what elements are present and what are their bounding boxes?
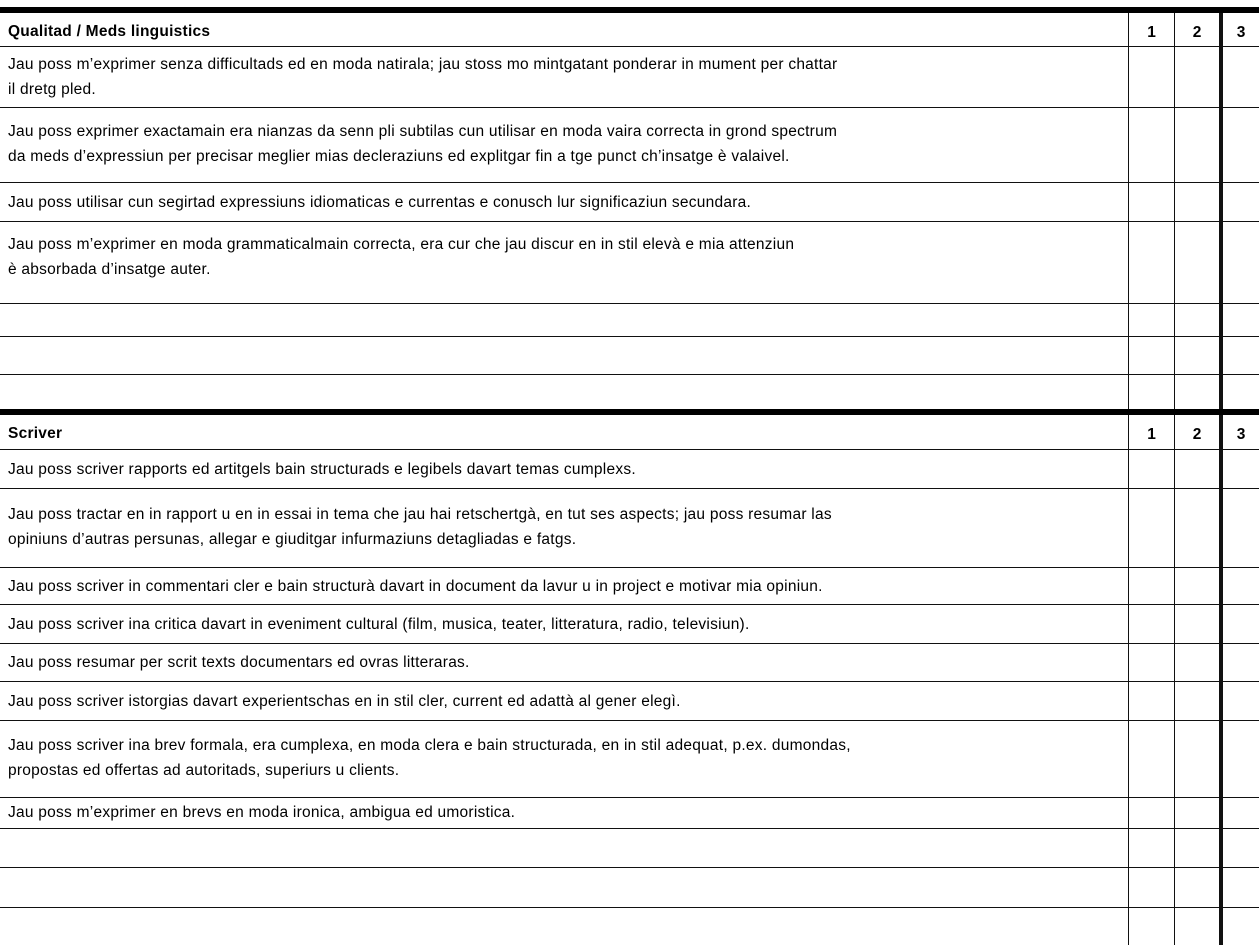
table-column-rule [1174, 721, 1175, 797]
descriptor-row [0, 47, 1259, 108]
table-column-rule [1174, 183, 1175, 221]
table-column-rule [1219, 721, 1223, 797]
blank-row[interactable] [0, 908, 1259, 945]
table-column-rule [1174, 222, 1175, 303]
table-column-rule [1128, 721, 1129, 797]
descriptor-line: Jau poss tractar en in rapport u en in essai in tema che jau hai retschertgà, en tut ses aspects; jau poss resumar las [8, 506, 832, 523]
descriptor-row [0, 682, 1259, 721]
table-column-rule [1174, 304, 1175, 336]
descriptor-line: Jau poss m’exprimer en moda grammaticalmain correcta, era cur che jau discur en in stil elevà e mia attenziun [8, 236, 795, 253]
table-column-rule [1219, 798, 1223, 828]
table-column-rule [1174, 450, 1175, 488]
blank-row[interactable] [0, 829, 1259, 868]
table-column-rule [1128, 568, 1129, 604]
table-column-rule [1174, 605, 1175, 643]
descriptor-line: propostas ed offertas ad autoritads, superiurs u clients. [8, 762, 400, 779]
table-column-rule [1219, 222, 1223, 303]
descriptor-line: Jau poss utilisar cun segirtad expressiuns idiomaticas e currentas e conusch lur significaziun secundara. [8, 194, 752, 211]
blank-row[interactable] [0, 868, 1259, 908]
descriptor-line: il dretg pled. [8, 81, 96, 98]
table-column-rule [1219, 47, 1223, 107]
descriptor-row [0, 605, 1259, 644]
table-column-rule [1128, 682, 1129, 720]
table-column-rule [1219, 304, 1223, 336]
table-column-rule [1128, 829, 1129, 867]
level-3-header: 3 [1236, 24, 1246, 41]
descriptor-line: Jau poss scriver rapports ed artitgels bain structurads e legibels davart temas cumplexs. [8, 461, 636, 478]
table-column-rule [1128, 47, 1129, 107]
descriptor-line: è absorbada d’insatge auter. [8, 261, 211, 278]
blank-row[interactable] [0, 337, 1259, 375]
table-column-rule [1174, 337, 1175, 374]
table-column-rule [1128, 183, 1129, 221]
descriptor-row [0, 644, 1259, 682]
table-column-rule [1174, 868, 1175, 907]
section-qualitad [0, 7, 1259, 412]
table-column-rule [1174, 568, 1175, 604]
section-header-row [0, 415, 1259, 450]
descriptor-row [0, 183, 1259, 222]
descriptor-row [0, 489, 1259, 568]
table-column-rule [1174, 682, 1175, 720]
table-column-rule [1219, 829, 1223, 867]
descriptor-row [0, 108, 1259, 183]
descriptor-line: Jau poss resumar per scrit texts documentars ed ovras litteraras. [8, 654, 470, 671]
descriptor-row [0, 568, 1259, 605]
table-column-rule [1128, 489, 1129, 567]
descriptor-line: Jau poss m’exprimer senza difficultads ed en moda natirala; jau stoss mo mintgatant ponderar in mument per chattar [8, 56, 838, 73]
level-1-header: 1 [1147, 426, 1156, 443]
table-column-rule [1128, 644, 1129, 681]
table-column-rule [1219, 489, 1223, 567]
section-title: Scriver [8, 425, 63, 442]
table-column-rule [1219, 183, 1223, 221]
descriptor-line: Jau poss m’exprimer en brevs en moda ironica, ambigua ed umoristica. [8, 804, 516, 821]
blank-row[interactable] [0, 304, 1259, 337]
table-column-rule [1174, 47, 1175, 107]
table-column-rule [1174, 108, 1175, 182]
table-column-rule [1219, 108, 1223, 182]
table-column-rule [1219, 568, 1223, 604]
table-column-rule [1219, 605, 1223, 643]
table-column-rule [1128, 868, 1129, 907]
table-column-rule [1219, 337, 1223, 374]
table-column-rule [1128, 108, 1129, 182]
table-column-rule [1128, 304, 1129, 336]
descriptor-line: Jau poss scriver ina brev formala, era cumplexa, en moda clera e bain structurada, en in stil adequat, p.ex. dumondas, [8, 737, 851, 754]
table-column-rule [1128, 605, 1129, 643]
table-column-rule [1174, 908, 1175, 945]
table-column-rule [1219, 908, 1223, 945]
level-2-header: 2 [1192, 24, 1202, 41]
descriptor-row [0, 798, 1259, 829]
descriptor-row [0, 450, 1259, 489]
descriptor-line: Jau poss exprimer exactamain era nianzas da senn pli subtilas cun utilisar en moda vaira correcta in grond spectrum [8, 123, 838, 140]
descriptor-line: da meds d’expressiun per precisar meglier mias decleraziuns ed explitgar fin a tge punct ch’insatge è valaivel. [8, 148, 790, 165]
descriptor-line: Jau poss scriver istorgias davart experientschas en in stil cler, current ed adattà al gener elegì. [8, 693, 681, 710]
table-column-rule [1128, 798, 1129, 828]
table-column-rule [1128, 222, 1129, 303]
level-3-header: 3 [1236, 426, 1246, 443]
table-column-rule [1219, 450, 1223, 488]
section-scriver [0, 409, 1259, 945]
section-title: Qualitad / Meds linguistics [8, 23, 211, 40]
table-column-rule [1174, 644, 1175, 681]
table-column-rule [1219, 868, 1223, 907]
descriptor-row [0, 222, 1259, 304]
table-column-rule [1174, 489, 1175, 567]
descriptor-line: Jau poss scriver in commentari cler e bain structurà davart in document da lavur u in project e motivar mia opiniun. [8, 578, 823, 595]
descriptor-line: Jau poss scriver ina critica davart in eveniment cultural (film, musica, teater, litteratura, radio, televisiun). [8, 616, 750, 633]
descriptor-row [0, 721, 1259, 798]
table-column-rule [1219, 644, 1223, 681]
table-column-rule [1174, 798, 1175, 828]
section-header-row [0, 13, 1259, 47]
table-column-rule [1219, 682, 1223, 720]
table-column-rule [1128, 450, 1129, 488]
level-1-header: 1 [1147, 24, 1156, 41]
level-2-header: 2 [1192, 426, 1202, 443]
table-column-rule [1174, 829, 1175, 867]
descriptor-line: opiniuns d’autras persunas, allegar e giuditgar infurmaziuns detagliadas e fatgs. [8, 531, 577, 548]
table-column-rule [1128, 908, 1129, 945]
table-column-rule [1128, 337, 1129, 374]
